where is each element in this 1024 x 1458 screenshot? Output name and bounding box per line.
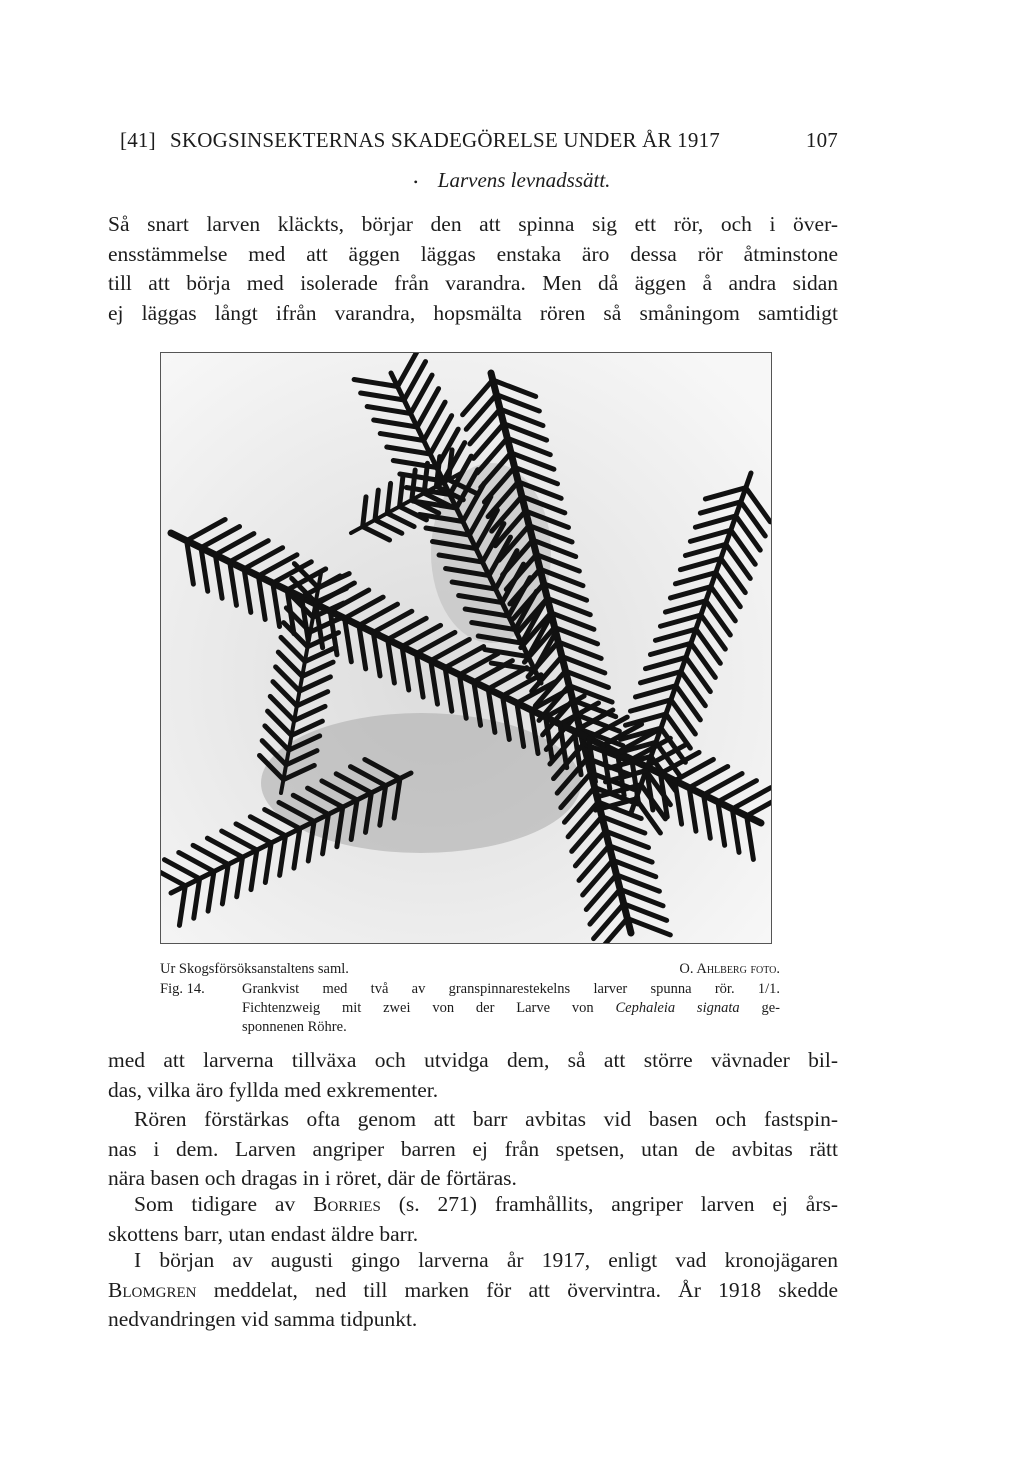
paragraph-1 <box>108 210 838 328</box>
page-number: 107 <box>805 128 838 152</box>
species-name: Cephaleia signata <box>615 1000 740 1016</box>
needle <box>375 490 378 520</box>
figure-caption <box>160 980 780 1037</box>
section-number: [41] <box>120 128 156 152</box>
needle <box>400 477 403 507</box>
needle <box>424 463 427 493</box>
paragraph-4 <box>108 1190 838 1249</box>
scale-note: 1/1. <box>757 981 780 997</box>
photo-credit <box>160 960 780 980</box>
needle <box>412 470 415 500</box>
section-heading-text: Larvens levnadssätt. <box>437 168 611 192</box>
paragraph-line: nära basen och dragas in i röret, där de förtäras. <box>108 1166 517 1190</box>
collection-credit: Ur Skogsförsöksanstaltens saml. <box>160 961 349 977</box>
paragraph-line: med att larverna tillväxa och utvidga dem, så att större vävnader bil- <box>108 1048 838 1072</box>
paragraph-3 <box>108 1105 838 1194</box>
needle <box>387 483 390 513</box>
paragraph-line: I början av augusti gingo larverna år 1917, enligt vad kronojägaren <box>134 1248 838 1272</box>
caption-swedish: Grankvist med två av granspinnarestekelns larver spunna rör. <box>242 981 735 997</box>
figure-photo-spruce-branch <box>160 352 772 944</box>
needle <box>363 497 366 527</box>
paragraph-text: Som tidigare av <box>134 1192 296 1216</box>
caption-german-cont: ge- <box>761 1000 780 1016</box>
photographer-credit: O. Ahlberg foto. <box>679 961 780 977</box>
author-name: Borries <box>313 1192 381 1216</box>
paragraph-line: nas i dem. Larven angriper barren ej från spetsen, utan de avbitas rätt <box>108 1136 838 1161</box>
paragraph-5 <box>108 1246 838 1335</box>
spruce-branch-illustration <box>161 353 771 943</box>
section-mark: • <box>413 174 418 189</box>
figure-label: Fig. 14. <box>160 981 205 997</box>
running-head <box>120 128 838 160</box>
paragraph-text: (s. 271) framhållits, angriper larven ej års- <box>398 1192 838 1216</box>
paragraph-line: Rören förstärkas ofta genom att barr avbitas vid basen och fastspin- <box>134 1107 838 1131</box>
running-title: SKOGSINSEKTERNAS SKADEGÖRELSE UNDER ÅR 1917 <box>170 128 720 152</box>
section-heading <box>0 168 1024 193</box>
paragraph-2 <box>108 1046 838 1105</box>
paragraph-line: Så snart larven kläckts, börjar den att spinna sig ett rör, och i över- <box>108 212 838 236</box>
paragraph-line: till att börja med isolerade från varandra. Men då äggen å andra sidan <box>108 271 838 295</box>
paragraph-line: nedvandringen vid samma tidpunkt. <box>108 1307 418 1331</box>
paragraph-line: das, vilka äro fyllda med exkrementer. <box>108 1077 439 1102</box>
reporter-name: Blomgren <box>108 1277 197 1302</box>
needle <box>436 457 439 487</box>
paragraph-text: meddelat, ned till marken för att övervintra. År 1918 skedde <box>213 1277 838 1302</box>
paragraph-line: ej läggas långt ifrån varandra, hopsmälta rören så småningom samtidigt <box>108 300 838 325</box>
needle <box>449 450 452 480</box>
paragraph-line: ensstämmelse med att äggen läggas enstaka äro dessa rör åtminstone <box>108 241 838 266</box>
caption-german: Fichtenzweig mit zwei von der Larve von <box>242 1000 594 1016</box>
paragraph-line: skottens barr, utan endast äldre barr. <box>108 1221 419 1246</box>
caption-german-end: sponnenen Röhre. <box>242 1019 347 1035</box>
